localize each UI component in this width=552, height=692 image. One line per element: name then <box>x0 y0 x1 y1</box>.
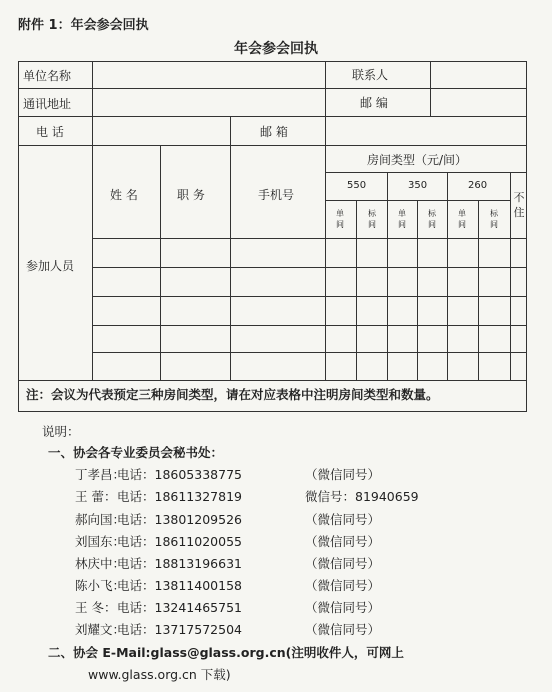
room-single-550: 单间 <box>336 209 344 229</box>
room-single-260: 单间 <box>458 209 466 229</box>
section2-text: 二、协会 E-Mail:glass@glass.org.cn(注明收件人，可网上 <box>48 645 404 660</box>
column-mobile-header: 手机号 <box>258 188 295 202</box>
email-label: 邮 箱 <box>260 125 288 139</box>
contact-phone: 电话：13241465751 <box>117 600 242 615</box>
contact-row <box>0 576 552 596</box>
contact-name: 刘国东： <box>75 534 126 549</box>
price-350: 350 <box>408 180 428 191</box>
participants-label: 参加人员 <box>26 259 75 273</box>
postcode-label: 邮 编 <box>360 96 388 110</box>
price-260: 260 <box>468 180 488 191</box>
contact-name: 郝向国： <box>75 512 126 527</box>
contact-row <box>0 532 552 552</box>
contact-row <box>0 620 552 640</box>
contact-person-label: 联系人 <box>352 68 389 82</box>
room-standard-350: 标间 <box>428 209 436 229</box>
contact-note: （微信同号） <box>305 467 381 482</box>
contact-phone: 电话：13717572504 <box>117 622 242 637</box>
room-single-350: 单间 <box>398 209 406 229</box>
contact-name: 丁孝昌： <box>75 467 126 482</box>
section1-heading: 一、协会各专业委员会秘书处： <box>48 445 224 460</box>
contact-name: 陈小飞： <box>75 578 126 593</box>
contact-note: （微信同号） <box>305 512 381 527</box>
contact-phone: 电话：18611020055 <box>117 534 242 549</box>
contact-name: 刘耀文： <box>75 622 126 637</box>
contact-phone: 电话：13801209526 <box>117 512 242 527</box>
section2-website: www.glass.org.cn 下载) <box>88 667 231 682</box>
room-type-header: 房间类型（元/间） <box>367 153 468 167</box>
contact-phone: 电话：18605338775 <box>117 467 242 482</box>
form-title: 年会参会回执 <box>234 41 318 57</box>
section2-email <box>48 643 404 661</box>
contact-phone: 电话：18813196631 <box>117 556 242 571</box>
contact-row <box>0 598 552 618</box>
address-label: 通讯地址 <box>23 97 72 111</box>
contact-note: （微信同号） <box>305 578 381 593</box>
room-standard-260: 标间 <box>490 209 498 229</box>
contact-name: 王 冬： <box>75 600 117 615</box>
form-note: 注：会议为代表预定三种房间类型，请在对应表格中注明房间类型和数量。 <box>26 387 439 402</box>
contact-note: （微信同号） <box>305 556 381 571</box>
contact-row <box>0 554 552 574</box>
attachment-heading: 附件 1：年会参会回执 <box>18 18 149 33</box>
not-staying-header: 不住 <box>513 191 525 219</box>
contact-name: 林庆中： <box>75 556 126 571</box>
explanation-heading: 说明： <box>42 424 80 439</box>
contact-phone: 电话：13811400158 <box>117 578 242 593</box>
price-550: 550 <box>347 180 367 191</box>
contact-note: （微信同号） <box>305 534 381 549</box>
column-position-header: 职 务 <box>177 188 205 202</box>
contact-row <box>0 487 552 507</box>
contact-note: （微信同号） <box>305 600 381 615</box>
unit-name-label: 单位名称 <box>23 69 72 83</box>
phone-label: 电 话 <box>36 125 64 139</box>
contact-name: 王 蕾： <box>75 489 117 504</box>
room-standard-550: 标间 <box>368 209 376 229</box>
column-name-header: 姓 名 <box>110 188 138 202</box>
contact-note: 微信号：81940659 <box>305 489 419 504</box>
contact-phone: 电话：18611327819 <box>117 489 242 504</box>
contact-row <box>0 510 552 530</box>
contact-note: （微信同号） <box>305 622 381 637</box>
contact-row <box>0 465 552 485</box>
